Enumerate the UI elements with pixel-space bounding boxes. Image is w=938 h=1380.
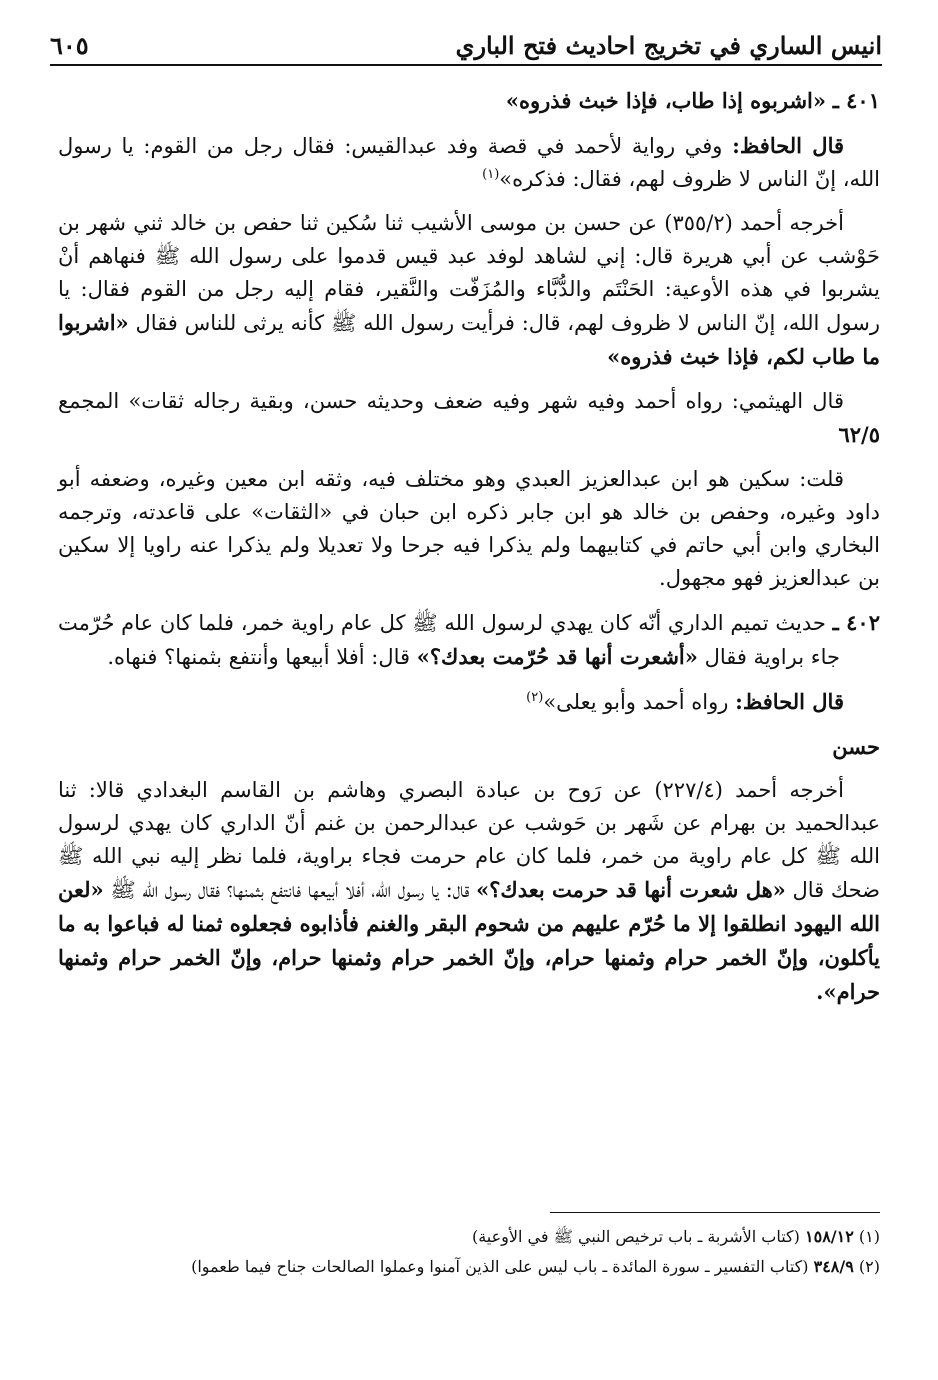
- running-title: انيس الساري في تخريج احاديث فتح الباري: [455, 30, 882, 60]
- hadith-number: ٤٠١ ـ: [832, 88, 880, 113]
- takhrij-text: قال: يا رسول الله، أفلا أبيعها فانتفع بثمنها؟ فقال رسول الله ﷺ: [110, 878, 470, 902]
- hadith-text: «اشربوه إذا طاب، فإذا خبث فذروه»: [505, 88, 826, 113]
- footnote-rule: [550, 1212, 880, 1213]
- takhrij-text: أخرجه أحمد (٣٥٥/٢) عن حسن بن موسى الأشيب ثنا سُكين ثنا حفص بن خالد ثني شهر بن حَوْشب عن أبي هريرة قال: إني لشاهد لوفد عبد قيس قدموا على رسول الله ﷺ فنهاهم أنْ يشربوا في هذه الأوعية: الحَنْتَم والدُّبَّاء والمُزَفّت والنَّقير، فقام إليه رجل من القوم فقال: يا رسول الله، إنّ الناس لا ظروف لهم، قال: فرأيت رسول الله ﷺ كأنه يرثى للناس فقال: [58, 211, 880, 335]
- hafiz-statement: [58, 685, 880, 719]
- haythami-text: قال الهيثمي: رواه أحمد وفيه شهر وفيه ضعف وحديثه حسن، وبقية رجاله ثقات» المجمع: [58, 389, 844, 413]
- hafiz-text: وفي رواية لأحمد في قصة وفد عبدالقيس: فقال رجل من القوم: يا رسول الله، إنّ الناس لا ظروف لهم، فقال: فذكره»: [58, 134, 880, 191]
- footnote: [50, 1252, 880, 1282]
- qultu-paragraph: قلت: سكين هو ابن عبدالعزيز العبدي وهو مختلف فيه، وثقه ابن معين وغيره، وضعفه أبو داود وغيره، وحفص بن خالد هو ابن جابر ذكره ابن حبان في «الثقات» على قاعدته، وترجمه البخاري وابن أبي حاتم في كتابيهما ولم يذكرا فيه جرحا ولا تعديلا ولم يذكرا عنه راويا إلا سكين بن عبدالعزيز فهو مجهول.: [58, 467, 881, 590]
- footnote-number: (١): [858, 1227, 880, 1246]
- takhrij-quote: «هل شعرت أنها قد حرمت بعدك؟»: [476, 877, 786, 902]
- main-text: [58, 84, 880, 1020]
- grade-label: حسن: [832, 734, 880, 759]
- running-header: [50, 26, 882, 64]
- hadith-quote: «أشعرت أنها قد حُرّمت بعدك؟»: [416, 644, 698, 669]
- footnote-ref: ٣٤٨/٩: [813, 1257, 854, 1276]
- footnote: [50, 1222, 880, 1252]
- haythami-paragraph: [58, 385, 880, 452]
- header-rule: [50, 64, 882, 66]
- hadith-text: حديث تميم الداري أنّه كان يهدي لرسول الله ﷺ كل عام راوية خمر، فلما كان عام حُرّمت جاء براوية فقال: [58, 611, 840, 669]
- takhrij-paragraph: [58, 207, 880, 374]
- page-number: ٦٠٥: [50, 30, 89, 60]
- takhrij-text: أخرجه أحمد (٢٢٧/٤) عن رَوح بن عبادة البصري وهاشم بن القاسم البغدادي قالا: ثنا عبدالحميد بن بهرام عن شَهر بن حَوشب عن عبدالرحمن بن غنم أنّ الداري كان يهدي لرسول الله ﷺ كل عام راوية من خمر، فلما كان عام حرمت فجاء براوية، فلما نظر إليه نبي الله ﷺ ضحك قال: [58, 778, 880, 902]
- footnote-text: (كتاب التفسير ـ سورة المائدة ـ باب ليس على الذين آمنوا وعملوا الصالحات جناح فيما طعموا): [191, 1257, 809, 1276]
- hafiz-label: قال الحافظ:: [732, 133, 844, 158]
- hafiz-label: قال الحافظ:: [735, 689, 844, 714]
- hafiz-text: رواه أحمد وأبو يعلى»: [543, 690, 729, 714]
- hafiz-statement: [58, 129, 880, 196]
- haythami-ref: ٦٢/٥: [838, 422, 880, 447]
- hadith-number: ٤٠٢ ـ: [832, 610, 880, 635]
- footnote-ref: (٢): [526, 690, 544, 705]
- footnote-number: (٢): [858, 1257, 880, 1276]
- hadith-402-paragraph: [58, 606, 880, 674]
- hadith-text-end: قال: أفلا أبيعها وأنتفع بثمنها؟ فنهاه.: [107, 645, 411, 669]
- hadith-401-heading: [58, 84, 880, 118]
- takhrij-quote: «لعن الله اليهود انطلقوا إلا ما حُرّم عليهم من شحوم البقر والغنم فأذابوه فجعلوه ثمنا له فباعوا به ما يأكلون، وإنّ الخمر حرام وثمنها حرام، وإنّ الخمر حرام وثمنها حرام، وإنّ الخمر حرام وثمنها حرام».: [58, 877, 880, 1004]
- footnote-text: (كتاب الأشربة ـ باب ترخيص النبي ﷺ في الأوعية): [471, 1227, 800, 1246]
- takhrij-quote: «اشربوا ما طاب لكم، فإذا خبث فذروه»: [58, 310, 880, 369]
- footnotes: [50, 1222, 880, 1282]
- takhrij-paragraph: [58, 774, 880, 1009]
- footnote-ref: ١٥٨/١٢: [805, 1227, 854, 1246]
- footnote-ref: (١): [482, 167, 500, 182]
